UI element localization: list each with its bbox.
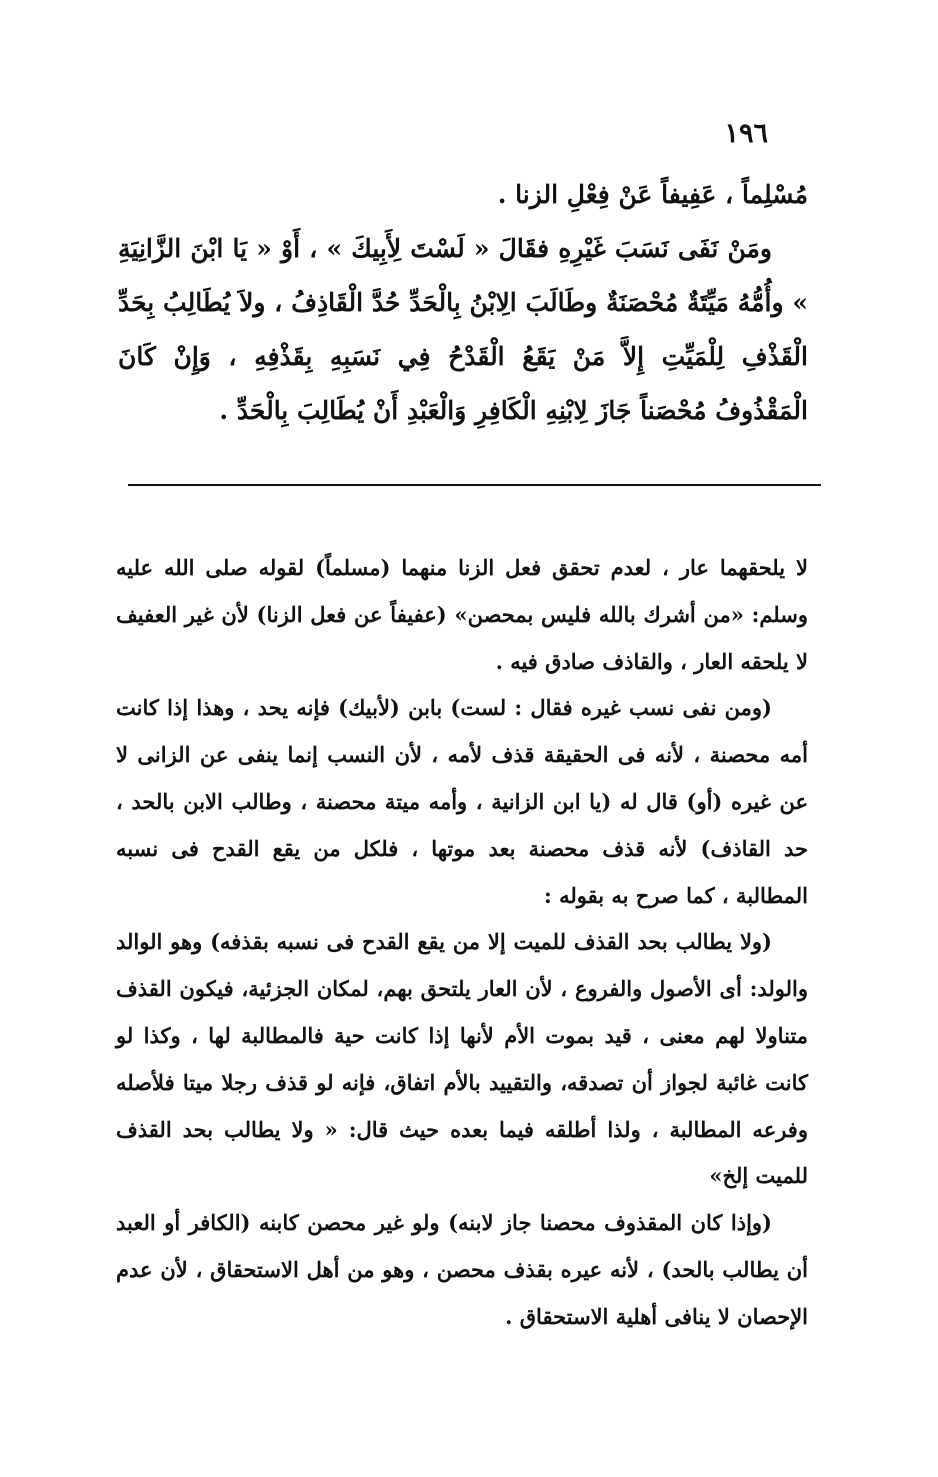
divider-line xyxy=(128,484,821,486)
matn-text xyxy=(118,168,808,438)
commentary-paragraph: (وإذا كان المقذوف محصنا جاز لابنه) ولو غير محصن كابنه (الكافر أو العبد أن يطالب بالحد) ، لأنه عيره بقذف محصن ، وهو من أهل الاستحقاق ، لأن عدم الإحصان لا ينافى أهلية الاستحقاق . xyxy=(116,1210,808,1329)
commentary-paragraph: (ومن نفى نسب غيره فقال : لست) بابن (لأبيك) فإنه يحد ، وهذا إذا كانت أمه محصنة ، لأنه فى الحقيقة قذف لأمه ، لأن النسب إنما ينفى عن الزانى لا عن غيره (أو) قال له (يا ابن الزانية ، وأمه ميتة محصنة ، وطالب الابن بالحد ، حد القاذف) لأنه قذف محصنة بعد موتها ، فلكل من يقع القدح فى نسبه المطالبة ، كما صرح به بقوله : xyxy=(116,695,808,908)
matn-paragraph: مُسْلِماً ، عَفِيفاً عَنْ فِعْلِ الزنا . xyxy=(497,180,808,209)
page-number: ١٩٦ xyxy=(724,118,768,149)
commentary-paragraph: (ولا يطالب بحد القذف للميت إلا من يقع القدح فى نسبه بقذفه) وهو الوالد والولد: أى الأصول والفروع ، لأن العار يلتحق بهم، لمكان الجزئية، فيكون القذف متناولا لهم معنى ، قيد بموت الأم لأنها إذا كانت حية فالمطالبة لها ، وكذا لو كانت غائبة لجواز أن تصدقه، والتقييد بالأم اتفاق، فإنه لو قذف رجلا ميتا فلأصله وفرعه المطالبة ، ولذا أطلقه فيما بعده حيث قال: « ولا يطالب بحد القذف للميت إلخ» xyxy=(116,929,809,1189)
commentary-text xyxy=(116,545,808,1341)
commentary-paragraph: لا يلحقهما عار ، لعدم تحقق فعل الزنا منهما (مسلماً) لقوله صلى الله عليه وسلم: «من أشرك بالله فليس بمحصن» (عفيفاً عن فعل الزنا) لأن غير العفيف لا يلحقه العار ، والقاذف صادق فيه . xyxy=(116,555,808,674)
matn-paragraph: ومَنْ نَفَى نَسَبَ غَيْرِهِ فقَالَ « لَسْتَ لِأَبِيكَ » ، أَوْ « يَا ابْنَ الزَّانِيَةِ » وأُمُّهُ مَيِّتَةٌ مُحْصَنَةٌ وطَالَبَ الِابْنُ بِالْحَدِّ حُدَّ الْقَاذِفُ ، ولاَ يُطَالِبُ بِحَدِّ الْقَذْفِ لِلْمَيِّتِ إِلاَّ مَنْ يَقَعُ الْقَدْحُ فِي نَسَبِهِ بِقَذْفِهِ ، وَإِنْ كَانَ الْمَقْذُوفُ مُحْصَناً جَازَ لِابْنِهِ الْكَافِرِ وَالْعَبْدِ أَنْ يُطَالِبَ بِالْحَدِّ . xyxy=(118,234,808,425)
